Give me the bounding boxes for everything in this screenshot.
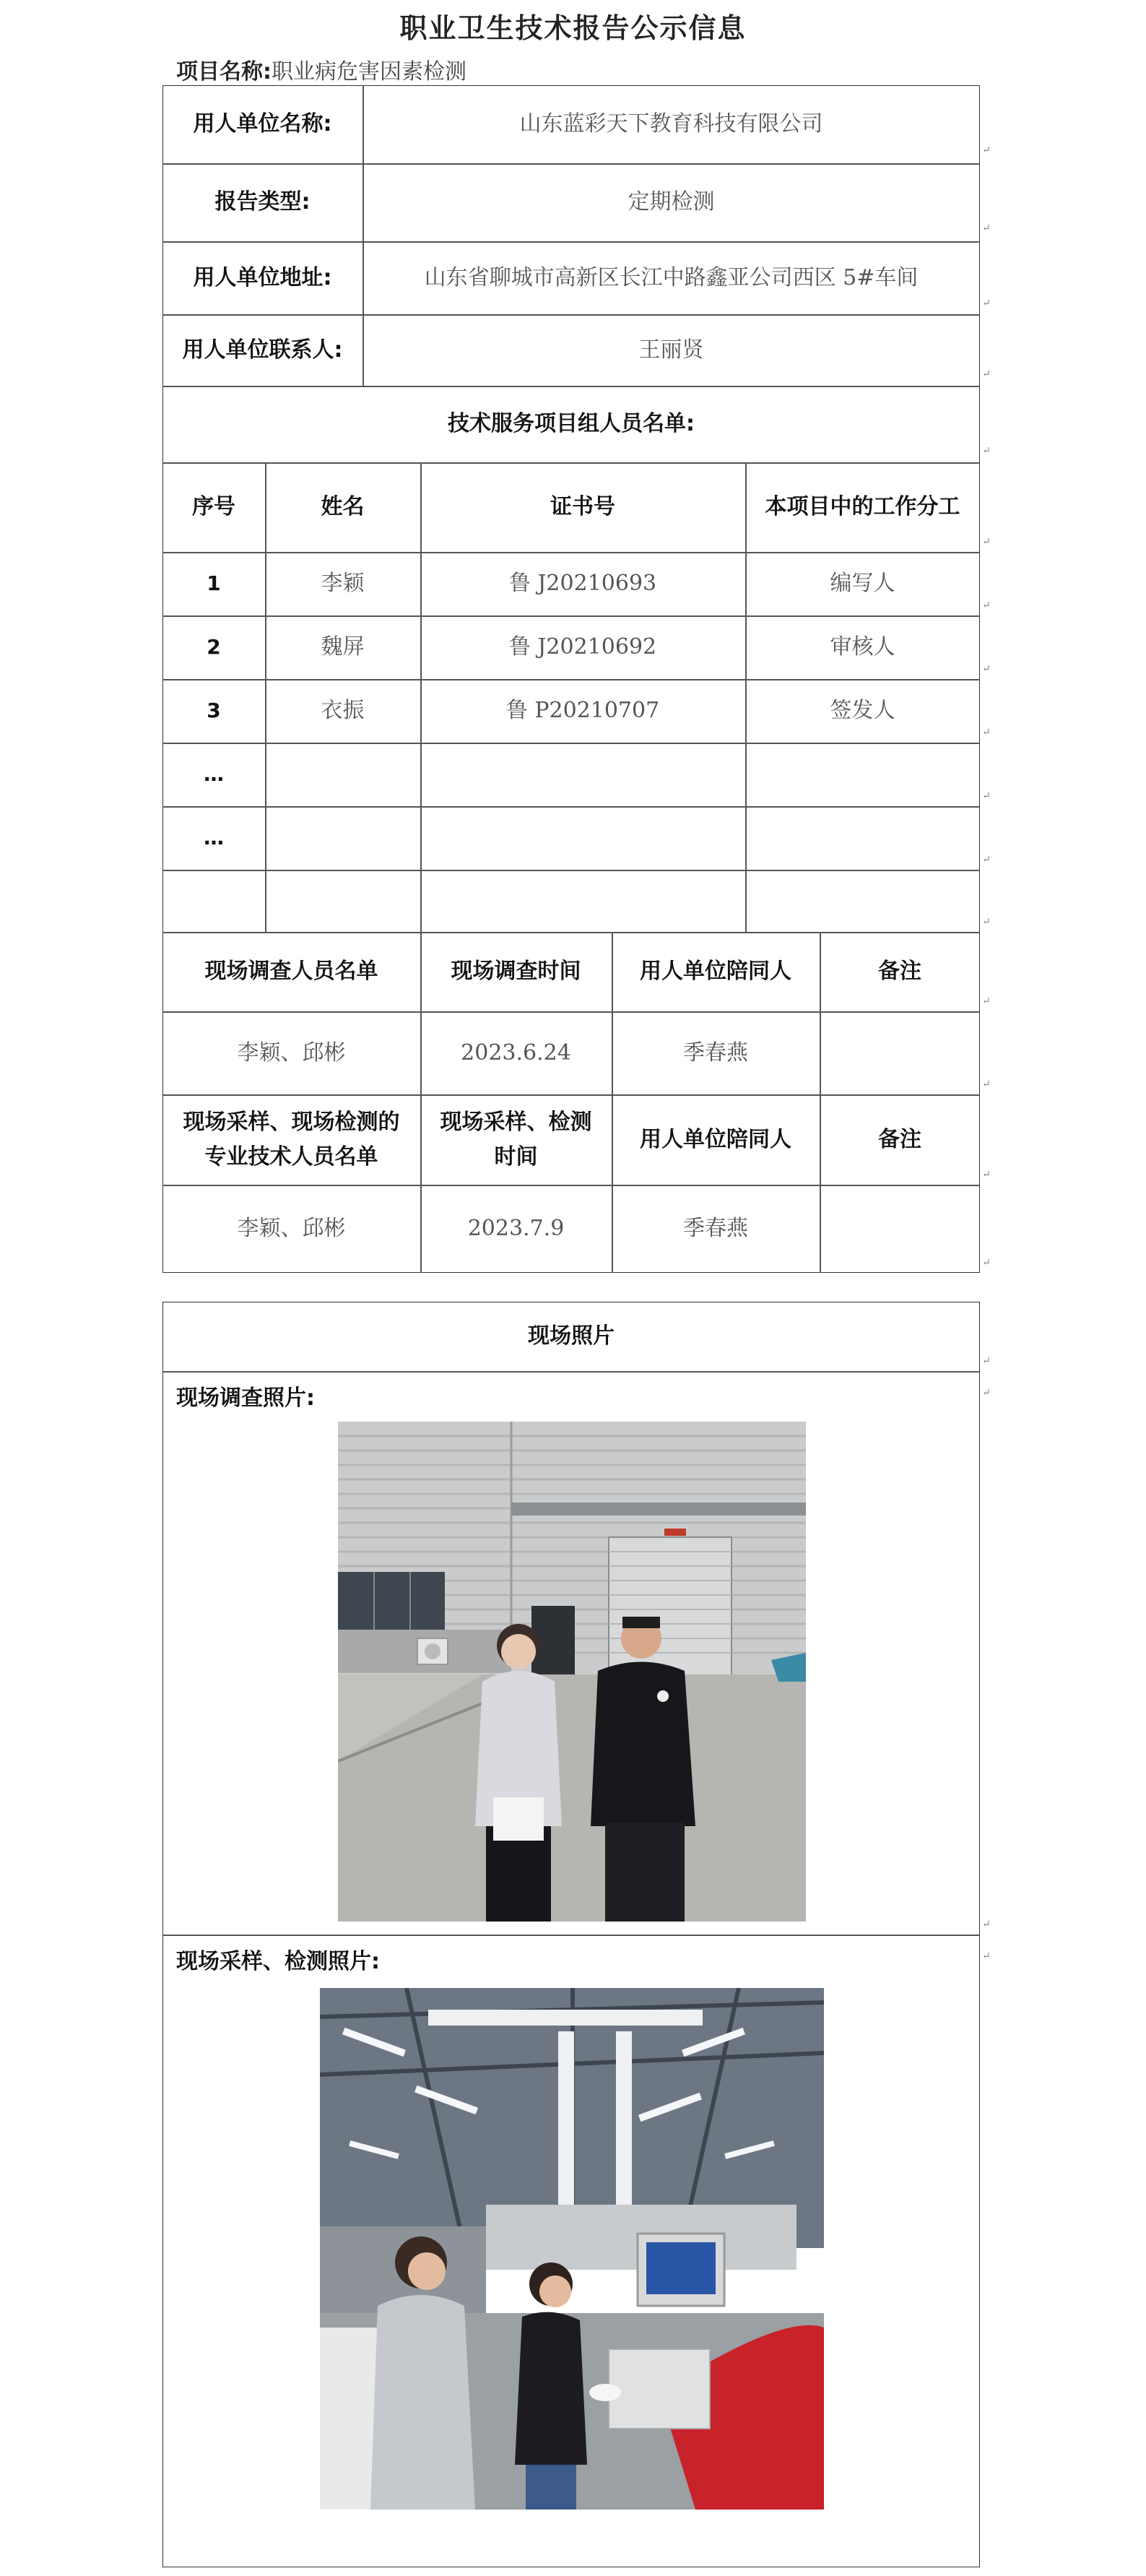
row-certificate: 鲁 J20210693 xyxy=(508,571,657,596)
row-certificate: 鲁 P20210707 xyxy=(505,698,660,723)
row-index: … xyxy=(204,825,224,850)
row-role: 审核人 xyxy=(830,634,895,660)
project-name xyxy=(176,53,466,85)
row-name: 魏屏 xyxy=(321,634,365,660)
row-certificate xyxy=(420,806,745,870)
team-header-name: 姓名 xyxy=(321,494,365,519)
row-certificate xyxy=(420,743,745,806)
row-name: 衣振 xyxy=(321,698,365,723)
survey-staff-value: 李颖、邱彬 xyxy=(237,1040,346,1066)
project-name-value: 职业病危害因素检测 xyxy=(272,59,466,85)
survey-header-staff: 现场调查人员名单 xyxy=(204,959,378,984)
sampling-header-time: 现场采样、检测时间 xyxy=(440,1109,592,1170)
survey-photo xyxy=(338,1422,806,1922)
row-certificate: 鲁 J20210692 xyxy=(508,634,657,660)
sampling-remark-value xyxy=(820,1185,980,1273)
row-name: 李颖 xyxy=(321,571,365,596)
row-role xyxy=(745,870,980,932)
company-address-label: 用人单位地址: xyxy=(193,264,332,290)
photos-heading: 现场照片 xyxy=(528,1323,615,1349)
row-name xyxy=(265,806,420,870)
company-address-value: 山东省聊城市高新区长江中路鑫亚公司西区 5#车间 xyxy=(424,264,919,290)
survey-time-value: 2023.6.24 xyxy=(461,1040,571,1066)
survey-photo-label: 现场调查照片: xyxy=(176,1386,315,1411)
sampling-staff-value: 李颖、邱彬 xyxy=(237,1216,346,1241)
survey-escort-value: 季春燕 xyxy=(683,1040,748,1066)
sampling-header-staff: 现场采样、现场检测的专业技术人员名单 xyxy=(183,1109,400,1170)
row-index: 3 xyxy=(207,698,221,722)
team-header-role: 本项目中的工作分工 xyxy=(765,494,960,519)
row-role: 签发人 xyxy=(830,698,895,723)
sampling-photo xyxy=(320,1988,824,2510)
row-index: 1 xyxy=(207,571,221,595)
row-role xyxy=(745,743,980,806)
row-index: 2 xyxy=(207,634,221,659)
sampling-header-escort: 用人单位陪同人 xyxy=(640,1126,791,1152)
row-role: 编写人 xyxy=(830,571,895,596)
row-role xyxy=(745,806,980,870)
company-name-value: 山东蓝彩天下教育科技有限公司 xyxy=(519,111,823,137)
survey-remark-value xyxy=(820,1011,980,1094)
sampling-escort-value: 季春燕 xyxy=(683,1216,748,1241)
sampling-photo-label: 现场采样、检测照片: xyxy=(176,1949,380,1974)
row-certificate xyxy=(420,870,745,932)
survey-header-time: 现场调查时间 xyxy=(451,959,581,984)
project-name-label: 项目名称: xyxy=(176,59,272,85)
report-type-label: 报告类型: xyxy=(214,189,311,215)
sampling-header-remark: 备注 xyxy=(878,1126,921,1152)
row-name xyxy=(265,870,420,932)
sampling-time-value: 2023.7.9 xyxy=(467,1216,565,1241)
row-index xyxy=(162,870,265,932)
survey-header-remark: 备注 xyxy=(878,959,921,984)
team-header-index: 序号 xyxy=(192,494,235,519)
company-name-label: 用人单位名称: xyxy=(193,111,332,137)
team-header-certificate: 证书号 xyxy=(550,494,615,519)
team-heading: 技术服务项目组人员名单: xyxy=(448,411,695,436)
report-type-value: 定期检测 xyxy=(628,189,715,215)
row-index: … xyxy=(204,761,224,786)
company-contact-label: 用人单位联系人: xyxy=(182,337,343,363)
page-title: 职业卫生技术报告公示信息 xyxy=(399,12,747,44)
survey-header-escort: 用人单位陪同人 xyxy=(640,959,791,984)
company-contact-value: 王丽贤 xyxy=(638,337,704,363)
row-name xyxy=(265,743,420,806)
